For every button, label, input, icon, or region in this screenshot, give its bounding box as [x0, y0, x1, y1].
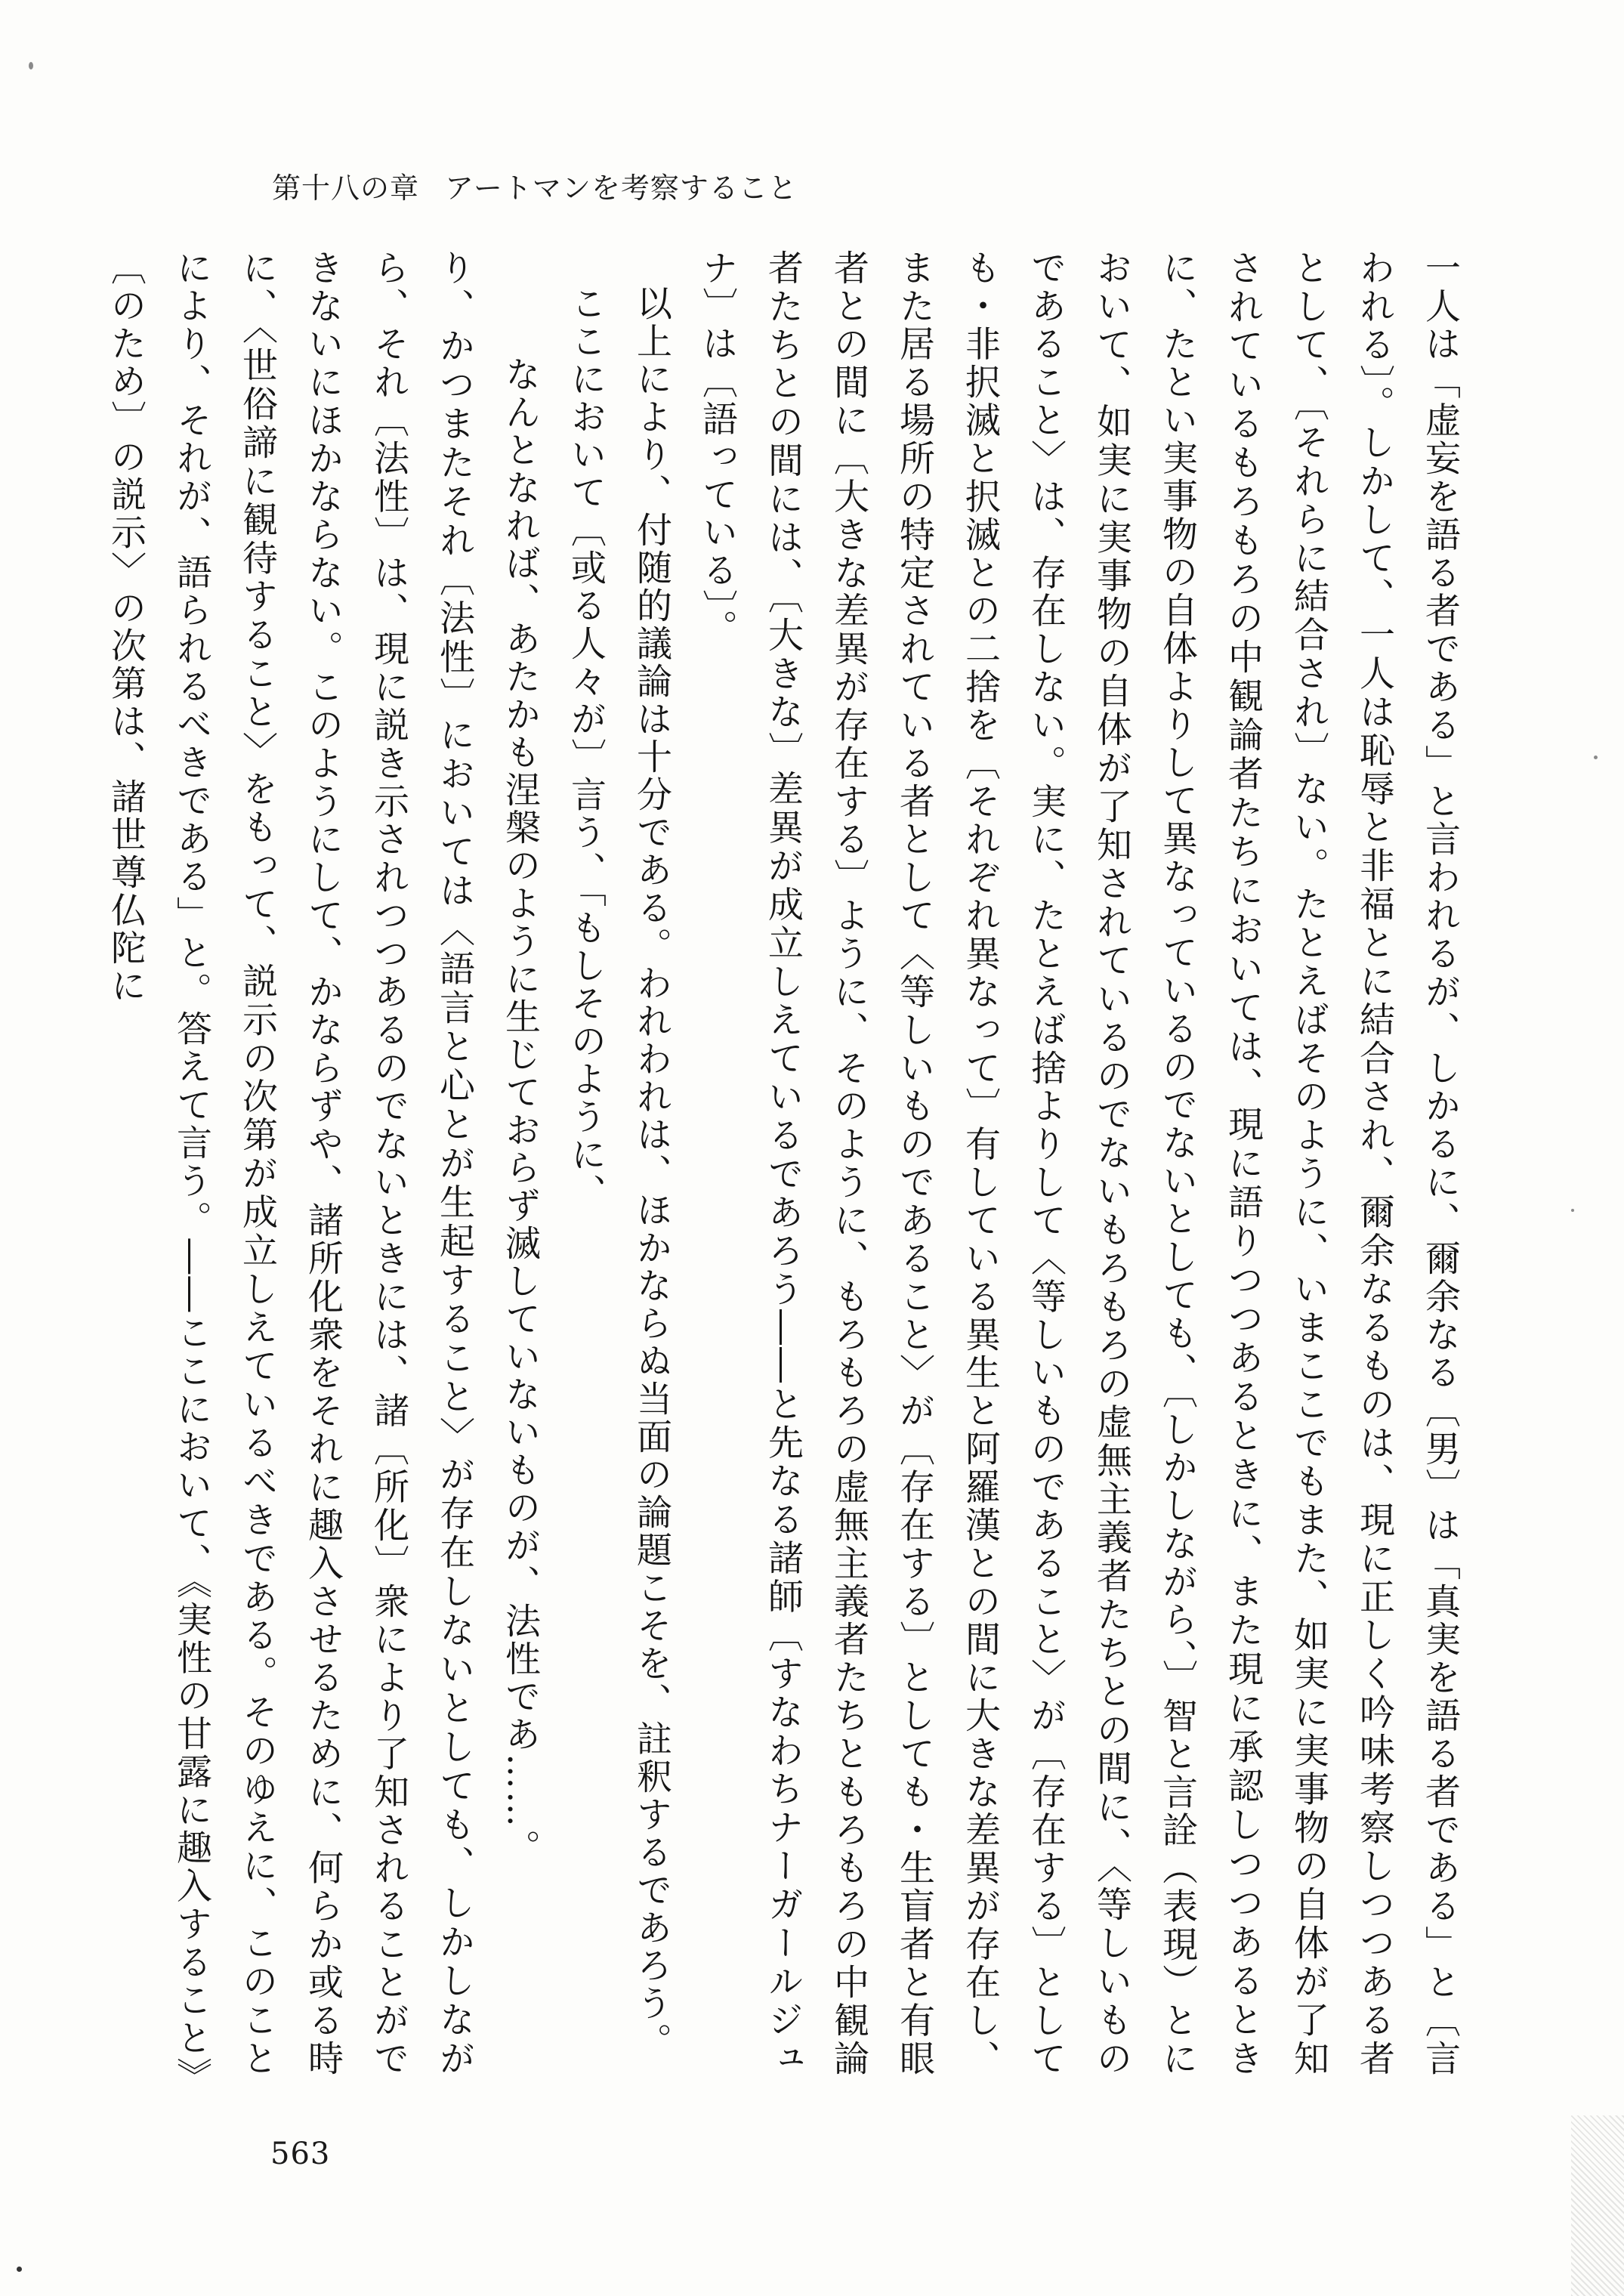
chapter-title: アートマンを考察すること	[445, 172, 798, 205]
scan-speck	[17, 2267, 22, 2272]
paragraph: ここにおいて〔或る人々が〕言う、「もしそのように、	[565, 285, 607, 1212]
paragraph: 一人は「虚妄を語る者である」と言われるが、しかるに、爾余なる〔男〕は「真実を語る者である」と〔言われる〕。しかして、一人は恥辱と非福とに結合され、爾余なるものは、現に正しく吟味考察しつつある者として、〔それらに結合され〕ない。たとえばそのように、いまここでもまた、如実に実事物の自体が了知されているもろもろの中観論者たちにおいては、現に語りつつあるときに、また現に承認しつつあるときに、たとい実事物の自体よりして異なっているのでないとしても、〔しかしながら、〕智と言詮（表現）とにおいて、如実に実事物の自体が了知されているのでないもろもろの虚無主義者たちとの間に、〈等しいものであること〉は、存在しない。実に、たとえば捨よりして〈等しいものであること〉が〔存在する〕としても・非択滅と択滅との二捨を〔それぞれ異なって〕有している異生と阿羅漢との間に大きな差異が存在し、また居る場所の特定されている者として〈等しいものであること〉が〔存在する〕としても・生盲者と有眼者との間に〔大きな差異が存在する〕ように、そのように、もろもろの虚無主義者たちともろもろの中観論者たちとの間には、〔大きな〕差異が成立しえているであろう――と先なる諸師〔すなわちナーガールジュナ〕は〔語っている〕。	[696, 249, 1461, 2078]
scan-speck	[29, 62, 33, 70]
scan-edge-noise	[1571, 2115, 1624, 2296]
paragraph: 以上により、付随的議論は十分である。われわれは、ほかならぬ当面の論題こそを、註釈するであろう。	[631, 285, 672, 2060]
page-number: 563	[270, 2137, 331, 2171]
paragraph: なんとなれば、あたかも涅槃のように生じておらず滅していないものが、法性であ……。	[499, 356, 541, 1867]
body-text	[105, 249, 1473, 2078]
scan-speck	[1571, 1209, 1574, 1212]
chapter-label: 第十八の章	[272, 172, 420, 205]
paragraph: り、かつまたそれ〔法性〕においては〈語言と心とが生起すること〉が存在しないとしても、しかしながら、それ〔法性〕は、現に説き示されつつあるのでないときには、諸〔所化〕衆により了知されることができないにほかならない。このようにして、かならずや、諸所化衆をそれに趣入させるために、何らか或る時に、〈世俗諦に観待すること〉をもって、説示の次第が成立しえているべきである。そのゆえに、このことにより、それが、語られるべきである」と。答えて言う。――ここにおいて、《実性の甘露に趣入すること》〔のため〕の説示〉の次第は、諸世尊仏陀に	[105, 249, 475, 2078]
scan-speck	[1594, 756, 1598, 759]
running-head	[272, 165, 823, 206]
